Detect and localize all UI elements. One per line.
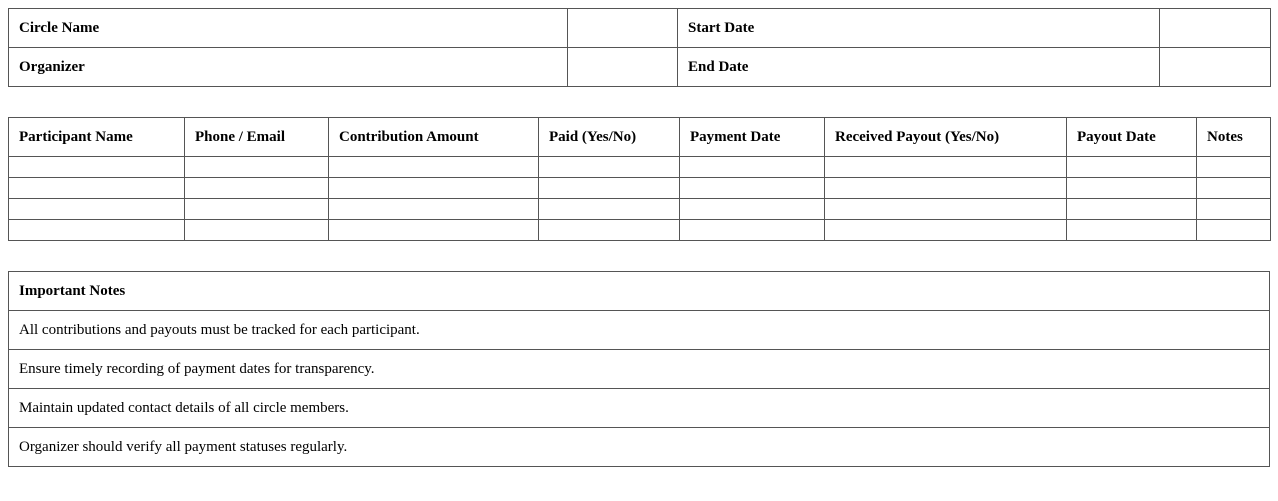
received-payout-cell[interactable] xyxy=(825,199,1067,220)
circle-info-table xyxy=(8,8,1271,87)
contribution-amount-cell[interactable] xyxy=(329,178,539,199)
contribution-amount-cell[interactable] xyxy=(329,199,539,220)
note-item: Ensure timely recording of payment dates for transparency. xyxy=(9,350,1270,389)
received-payout-cell[interactable] xyxy=(825,220,1067,241)
phone-email-cell[interactable] xyxy=(185,220,329,241)
contribution-amount-cell[interactable] xyxy=(329,220,539,241)
end-date-label: End Date xyxy=(678,48,1160,87)
participant-name-cell[interactable] xyxy=(9,157,185,178)
participants-header-row xyxy=(9,118,1271,157)
participants-table xyxy=(8,117,1271,241)
important-notes-table xyxy=(8,271,1270,467)
payment-date-cell[interactable] xyxy=(680,220,825,241)
payment-date-cell[interactable] xyxy=(680,157,825,178)
note-item: All contributions and payouts must be tracked for each participant. xyxy=(9,311,1270,350)
payout-date-cell[interactable] xyxy=(1067,199,1197,220)
phone-email-cell[interactable] xyxy=(185,157,329,178)
received-payout-cell[interactable] xyxy=(825,157,1067,178)
list-item xyxy=(9,428,1270,467)
organizer-value-cell[interactable] xyxy=(568,48,678,87)
header-notes: Notes xyxy=(1197,118,1271,157)
notes-cell[interactable] xyxy=(1197,220,1271,241)
paid-cell[interactable] xyxy=(539,220,680,241)
participant-name-cell[interactable] xyxy=(9,178,185,199)
circle-name-label: Circle Name xyxy=(9,9,568,48)
participant-name-cell[interactable] xyxy=(9,220,185,241)
list-item xyxy=(9,389,1270,428)
notes-cell[interactable] xyxy=(1197,199,1271,220)
list-item xyxy=(9,350,1270,389)
payout-date-cell[interactable] xyxy=(1067,178,1197,199)
payment-date-cell[interactable] xyxy=(680,199,825,220)
paid-cell[interactable] xyxy=(539,157,680,178)
header-payout-date: Payout Date xyxy=(1067,118,1197,157)
notes-title-row xyxy=(9,272,1270,311)
payout-date-cell[interactable] xyxy=(1067,220,1197,241)
participant-name-cell[interactable] xyxy=(9,199,185,220)
table-row xyxy=(9,157,1271,178)
info-row xyxy=(9,9,1271,48)
note-item: Organizer should verify all payment statuses regularly. xyxy=(9,428,1270,467)
info-row xyxy=(9,48,1271,87)
header-participant-name: Participant Name xyxy=(9,118,185,157)
paid-cell[interactable] xyxy=(539,199,680,220)
circle-name-value-cell[interactable] xyxy=(568,9,678,48)
end-date-value-cell[interactable] xyxy=(1160,48,1271,87)
header-phone-email: Phone / Email xyxy=(185,118,329,157)
paid-cell[interactable] xyxy=(539,178,680,199)
table-row xyxy=(9,199,1271,220)
note-item: Maintain updated contact details of all circle members. xyxy=(9,389,1270,428)
contribution-amount-cell[interactable] xyxy=(329,157,539,178)
header-contribution-amount: Contribution Amount xyxy=(329,118,539,157)
header-received-payout: Received Payout (Yes/No) xyxy=(825,118,1067,157)
start-date-label: Start Date xyxy=(678,9,1160,48)
table-row xyxy=(9,178,1271,199)
notes-cell[interactable] xyxy=(1197,157,1271,178)
notes-cell[interactable] xyxy=(1197,178,1271,199)
phone-email-cell[interactable] xyxy=(185,178,329,199)
start-date-value-cell[interactable] xyxy=(1160,9,1271,48)
header-payment-date: Payment Date xyxy=(680,118,825,157)
header-paid: Paid (Yes/No) xyxy=(539,118,680,157)
notes-title: Important Notes xyxy=(9,272,1270,311)
table-row xyxy=(9,220,1271,241)
received-payout-cell[interactable] xyxy=(825,178,1067,199)
list-item xyxy=(9,311,1270,350)
payment-date-cell[interactable] xyxy=(680,178,825,199)
phone-email-cell[interactable] xyxy=(185,199,329,220)
organizer-label: Organizer xyxy=(9,48,568,87)
payout-date-cell[interactable] xyxy=(1067,157,1197,178)
